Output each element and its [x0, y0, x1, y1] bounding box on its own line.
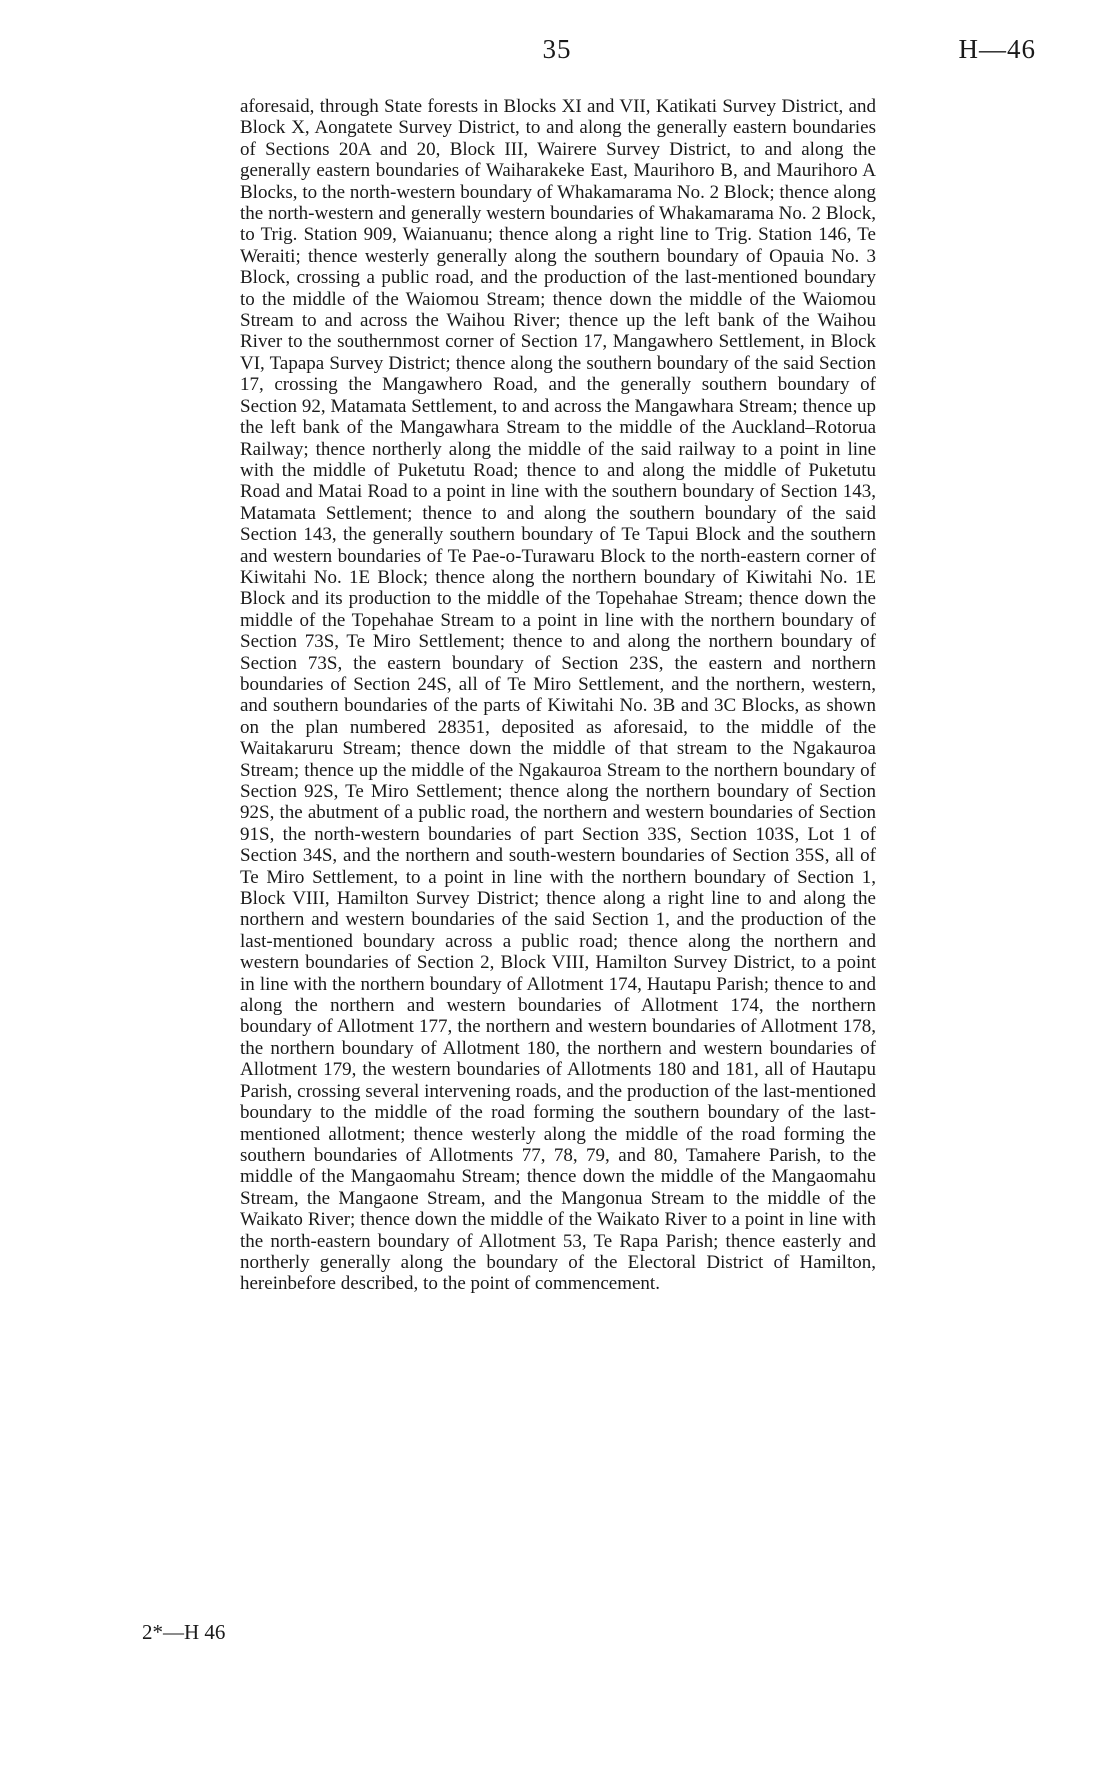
page-number: 35: [542, 34, 572, 64]
footer-signature-mark: 2*—H 46: [142, 1620, 226, 1644]
body-paragraph: aforesaid, through State forests in Blocks XI and VII, Katikati Survey District, and Block X, Aongatete Survey District, to and along the generally eastern boundaries of Sections 20A and 20, Block III, Wairere Survey District, to and along the generally eastern boundaries of Waiharakeke East, Maurihoro B, and Maurihoro A Blocks, to the north-western boundary of Whakamarama No. 2 Block; thence along the north-western and generally western boundaries of Whakamarama No. 2 Block, to Trig. Station 909, Waianuanu; thence along a right line to Trig. Station 146, Te Weraiti; thence westerly generally along the southern boundary of Opauia No. 3 Block, crossing a public road, and the production of the last-mentioned boundary to the middle of the Waiomou Stream; thence down the middle of the Waiomou Stream to and across the Waihou River; thence up the left bank of the Waihou River to the southernmost corner of Section 17, Mangawhero Settlement, in Block VI, Tapapa Survey District; thence along the southern boundary of the said Section 17, crossing the Mangawhero Road, and the generally southern boundary of Section 92, Matamata Settlement, to and across the Mangawhara Stream; thence up the left bank of the Mangawhara Stream to the middle of the Auckland–Rotorua Railway; thence northerly along the middle of the said railway to a point in line with the middle of Puketutu Road; thence to and along the middle of Puketutu Road and Matai Road to a point in line with the southern boundary of Section 143, Matamata Settlement; thence to and along the southern boundary of the said Section 143, the generally southern boundary of Te Tapui Block and the southern and western boundaries of Te Pae-o-Turawaru Block to the north-eastern corner of Kiwitahi No. 1E Block; thence along the northern boundary of Kiwitahi No. 1E Block and its production to the middle of the Topehahae Stream; thence down the middle of the Topehahae Stream to a point in line with the northern boundary of Section 73S, Te Miro Settlement; thence to and along the northern boundary of Section 73S, the eastern boundary of Section 23S, the eastern and northern boundaries of Section 24S, all of Te Miro Settlement, and the northern, western, and southern boundaries of the parts of Kiwitahi No. 3B and 3C Blocks, as shown on the plan numbered 28351, deposited as aforesaid, to the middle of the Waitakaruru Stream; thence down the middle of that stream to the Ngakauroa Stream; thence up the middle of the Ngakauroa Stream to the northern boundary of Section 92S, Te Miro Settlement; thence along the northern boundary of Section 92S, the abutment of a public road, the northern and western boundaries of Section 91S, the north-western boundaries of part Section 33S, Section 103S, Lot 1 of Section 34S, and the northern and south-western boundaries of Section 35S, all of Te Miro Settlement, to a point in line with the northern boundary of Section 1, Block VIII, Hamilton Survey District; thence along a right line to and along the northern and western boundaries of the said Section 1, and the production of the last-mentioned boundary across a public road; thence along the northern and western boundaries of Section 2, Block VIII, Hamilton Survey District, to a point in line with the northern boundary of Allotment 174, Hautapu Parish; thence to and along the northern and western boundaries of Allotment 174, the northern boundary of Allotment 177, the northern and western boundaries of Allotment 178, the northern boundary of Allotment 180, the northern and western boundaries of Allotment 179, the western boundaries of Allotments 180 and 181, all of Hautapu Parish, crossing several intervening roads, and the production of the last-mentioned boundary to the middle of the road forming the southern boundary of the last-mentioned allotment; thence westerly along the middle of the road forming the southern boundaries of Allotments 77, 78, 79, and 80, Tamahere Parish, to the middle of the Mangaomahu Stream; thence down the middle of the Mangaomahu Stream, the Mangaone Stream, and the Mangonua Stream to the middle of the Waikato River; thence down the middle of the Waikato River to a point in line with the north-eastern boundary of Allotment 53, Te Rapa Parish; thence easterly and northerly generally along the boundary of the Electoral District of Hamilton, hereinbefore described, to the point of commencement.: [240, 96, 876, 1295]
document-reference: H—46: [958, 34, 1036, 64]
